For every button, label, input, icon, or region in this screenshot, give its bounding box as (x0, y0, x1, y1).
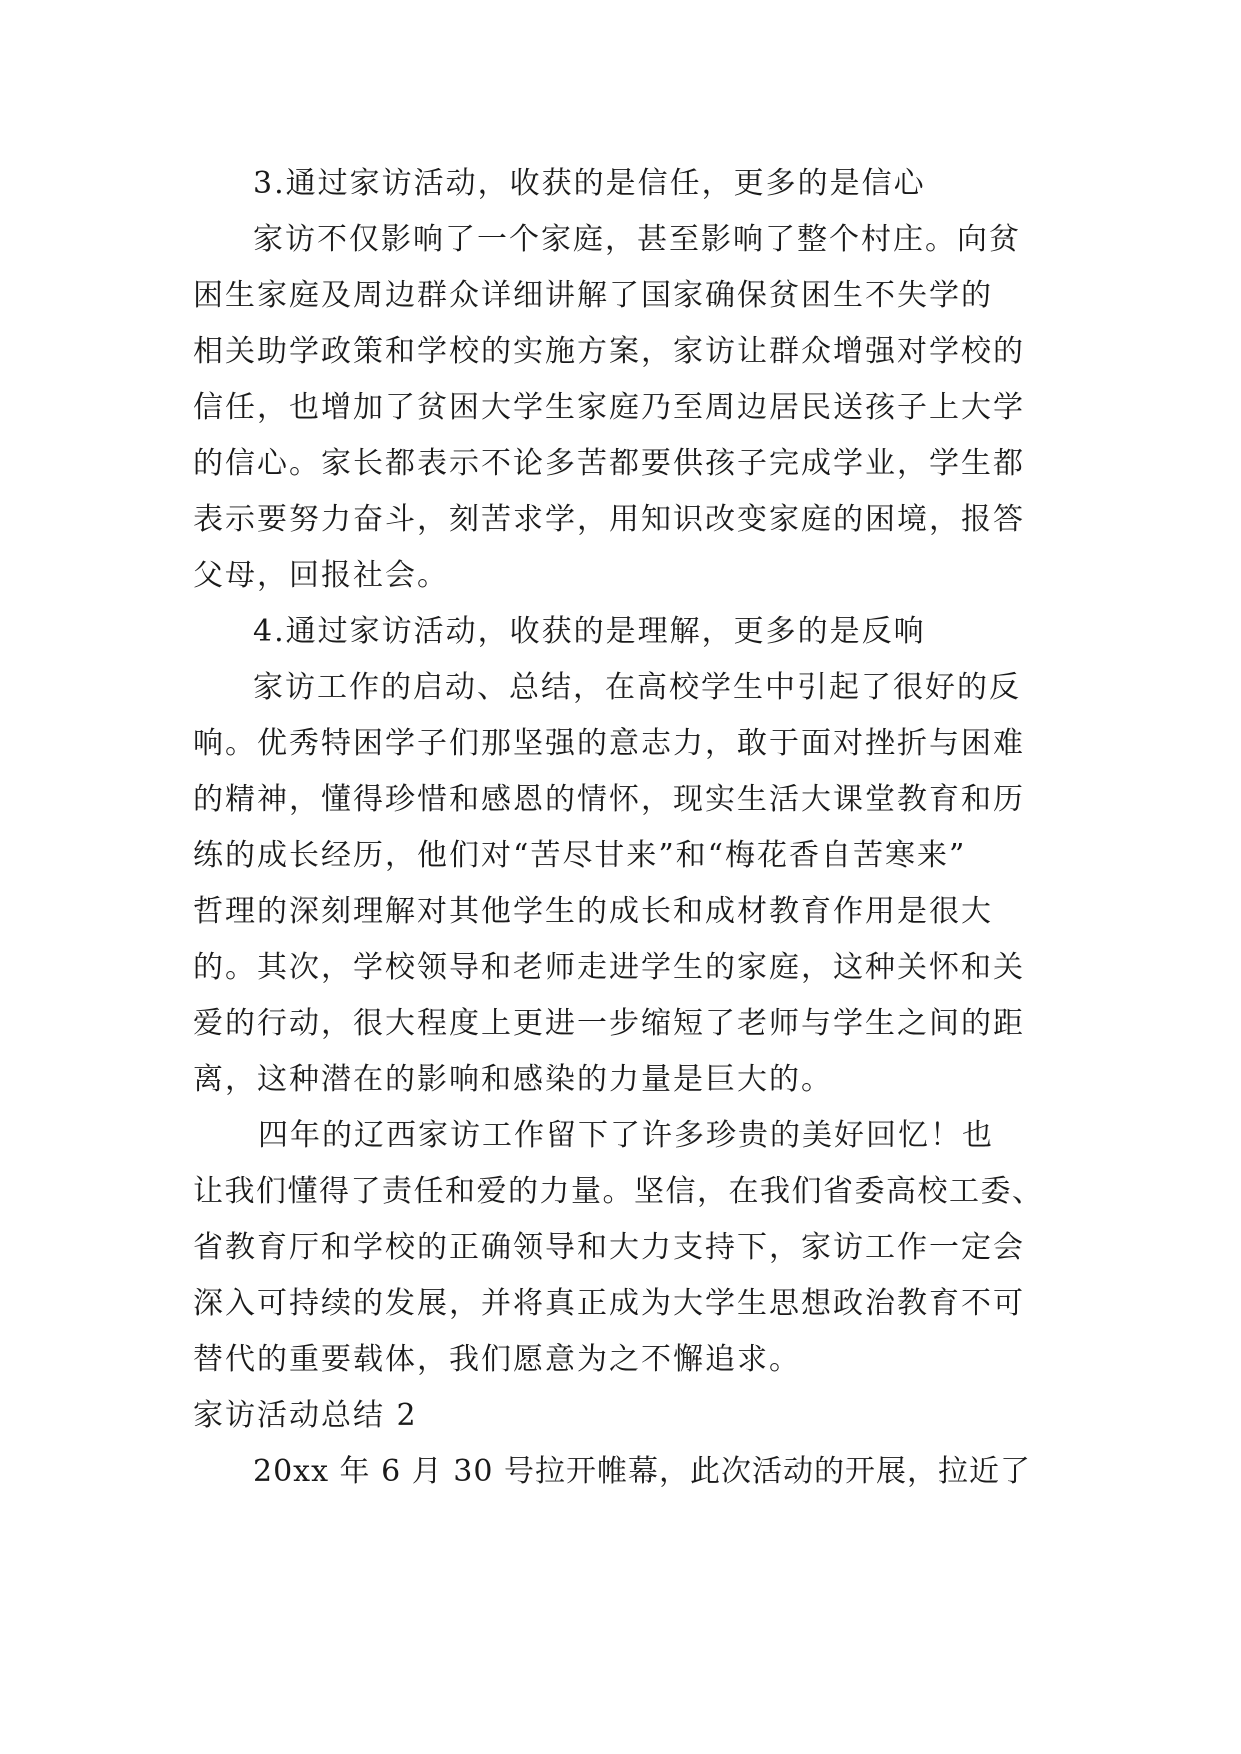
paragraph-line: 哲理的深刻理解对其他学生的成长和成材教育作用是很大 (193, 894, 993, 929)
paragraph-line: 练的成长经历，他们对“苦尽甘来”和“梅花香自苦寒来” (193, 838, 967, 873)
paragraph-line: 替代的重要载体，我们愿意为之不懈追求。 (193, 1342, 801, 1377)
paragraph-line: 离，这种潜在的影响和感染的力量是巨大的。 (193, 1062, 833, 1097)
paragraph-line: 让我们懂得了责任和爱的力量。坚信，在我们省委高校工委、 (193, 1174, 1044, 1209)
paragraph-line: 相关助学政策和学校的实施方案，家访让群众增强对学校的 (193, 334, 1025, 369)
paragraph-line: 表示要努力奋斗，刻苦求学，用知识改变家庭的困境，报答 (193, 502, 1025, 537)
paragraph-line: 四年的辽西家访工作留下了许多珍贵的美好回忆！也 (258, 1118, 994, 1153)
paragraph-line: 的。其次，学校领导和老师走进学生的家庭，这种关怀和关 (193, 950, 1025, 985)
heading-section-4: 4.通过家访活动，收获的是理解，更多的是反响 (253, 614, 926, 649)
paragraph-line: 省教育厅和学校的正确领导和大力支持下，家访工作一定会 (193, 1230, 1025, 1265)
heading-section-3: 3.通过家访活动，收获的是信任，更多的是信心 (253, 166, 926, 201)
paragraph-line: 的精神，懂得珍惜和感恩的情怀，现实生活大课堂教育和历 (193, 782, 1025, 817)
paragraph-line: 家访工作的启动、总结，在高校学生中引起了很好的反 (253, 670, 1021, 705)
paragraph-line: 父母，回报社会。 (193, 558, 449, 593)
paragraph-line: 深入可持续的发展，并将真正成为大学生思想政治教育不可 (193, 1286, 1025, 1321)
paragraph-line: 20xx 年 6 月 30 号拉开帷幕，此次活动的开展，拉近了 (253, 1454, 1031, 1489)
paragraph-line: 响。优秀特困学子们那坚强的意志力，敢于面对挫折与困难 (193, 726, 1025, 761)
paragraph-line: 家访不仅影响了一个家庭，甚至影响了整个村庄。向贫 (253, 222, 1021, 257)
section-title: 家访活动总结 2 (193, 1398, 418, 1433)
paragraph-line: 困生家庭及周边群众详细讲解了国家确保贫困生不失学的 (193, 278, 993, 313)
paragraph-line: 信任，也增加了贫困大学生家庭乃至周边居民送孩子上大学 (193, 390, 1025, 425)
paragraph-line: 的信心。家长都表示不论多苦都要供孩子完成学业，学生都 (193, 446, 1025, 481)
paragraph-line: 爱的行动，很大程度上更进一步缩短了老师与学生之间的距 (193, 1006, 1025, 1041)
